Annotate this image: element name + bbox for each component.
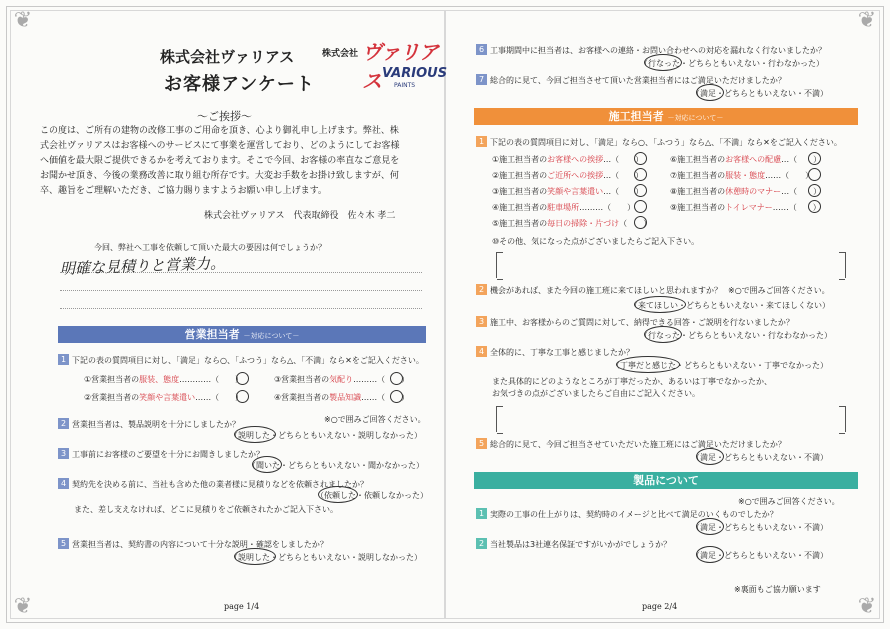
worker-item-9: ⑨施工担当者のトイレマナー……（ ） (670, 203, 821, 212)
answer-mark[interactable] (634, 184, 647, 197)
answer-mark[interactable] (616, 356, 680, 373)
sales-question-6: 6 工事期間中に担当者は、お客様への連絡・お問い合わせへの対応を漏れなく行ないましたか？ (476, 44, 826, 56)
sales-question-5: 5 営業担当者は、契約書の内容について十分な説明・確認をしましたか？ (58, 538, 328, 550)
answer-mark[interactable] (390, 390, 403, 403)
q3-options[interactable]: （聞いた・どちらともいえない・聞かなかった） (248, 461, 424, 470)
worker-question-4: 4 全体的に、丁寧な工事と感じましたか？ (476, 346, 634, 358)
worker-question-2: 2 機会があれば、また今回の施工班に来てほしいと思われますか？ ※○で囲みご回答ください。 (476, 284, 830, 296)
answer-mark[interactable] (634, 168, 647, 181)
worker-item-1: ①施工担当者のお客様への挨拶…（ ） (492, 155, 644, 164)
answer-mark[interactable] (234, 426, 276, 443)
comment-box[interactable] (496, 406, 846, 432)
answer-mark[interactable] (634, 216, 647, 229)
sales-question-1: 1 下記の表の質問項目に対し、「満足」なら○、「ふつう」なら△、「不満」なら✕をご記入ください。 (58, 354, 424, 366)
answer-mark[interactable] (696, 448, 724, 465)
product-question-1: 1 実際の工事の仕上がりは、契約時のイメージと比べて満足のいくものでしたか？ (476, 508, 778, 520)
answer-mark[interactable] (390, 372, 403, 385)
signature: 株式会社ヴァリアス 代表取締役 佐々木 孝二 (204, 211, 396, 221)
sales-question-4: 4 契約先を決める前に、当社も含めた他の業者様に見積りなどを依頼されましたか？ (58, 478, 368, 490)
circle-note: ※○で囲みご回答ください。 (324, 415, 426, 424)
product-banner: 製品について (474, 472, 858, 489)
worker-question-1: 1 下記の表の質問項目に対し、「満足」なら○、「ふつう」なら△、「不満」なら✕をご記入ください。 (476, 136, 842, 148)
survey-page-2 (452, 10, 878, 619)
q6-options[interactable]: （行なった・どちらともいえない・行わなかった） (640, 59, 824, 68)
w4-sub-2: お気づきの点がございましたらご自由にご記入ください。 (492, 389, 700, 398)
company-title: 株式会社ヴァリアス (160, 48, 295, 66)
worker-item-10: ⑩その他、気になった点がございましたらご記入下さい。 (492, 237, 700, 246)
answer-mark[interactable] (808, 152, 821, 165)
answer-line (60, 290, 422, 291)
sales-question-7: 7 総合的に見て、今回ご担当させて頂いた営業担当者にはご満足いただけましたか？ (476, 74, 786, 86)
w5-options[interactable]: （満足・どちらともいえない・不満） (692, 453, 828, 462)
answer-mark[interactable] (696, 518, 724, 535)
answer-mark[interactable] (236, 390, 249, 403)
p2-options[interactable]: （満足・どちらともいえない・不満） (692, 551, 828, 560)
page-number: page 1/4 (224, 602, 260, 611)
greeting-paragraph: この度は、ご所有の建物の改修工事のご用命を頂き、心より御礼申し上げます。弊社、株 式会社ヴァリアスはお客様へのサービスにて事業を運営しており、どのようにしてお客様 へ価値を最大限ご提供できるかを考えております。そこで今回、お客様の率直なご意見を お聞かせ頂き、今後の業務改善に取り組む所存です。大変お手数をお掛け致しますが、何 卒、趣旨をご理解いただき、ご協力賜りますようお願い申し上げます。 (40, 126, 400, 196)
survey-title: お客様アンケート (164, 74, 315, 95)
survey-page-1: 株式会社ヴァリアス お客様アンケート 株式会社 ヴァリアス VARIOUS PAINTS ～ご挨拶～ この度は、ご所有の建物の改修工事のご用命を頂き、心より御礼申し上げます。弊社、株 式会社ヴァリアスはお客様へのサービスにて事業を運営しており、どのようにしてお客様 へ価値を最大限ご提供できるかを考えております。そこで今回、お客様の率直なご意見を お聞かせ頂き、今後の業務改善に取り組む所存です。大変お手数をお掛け致しますが、何 卒、趣旨をご理解いただき、ご協力賜りますようお願い申し上げます。 株式会社ヴァリアス 代表取締役 佐々木 孝二 今回、弊社へ工事を依頼して頂いた最大の要因は何でしょうか？ 明確な見積りと営業力。 営業担当者 －対応について－ 1 下記の表の質問項目に対し、「満足」なら○、「ふつう」なら△、「不満」なら✕をご記入ください。 ①営業担当者の服装、態度…………（ ） ③営業担当者の気配り………（ ） ②営業担当者の笑顔や言葉遣い……（ ） ④営業担当者の製品知識……（ ） ※○で囲みご回答ください。 2 営業担当者は、製品説明を十分にしましたか？ （説明した・どちらともいえない・説明しなかった） 3 工事前にお客様のご要望を十分にお聞きしましたか？ （聞いた・どちらともいえない・聞かなかった） 4 契約先を決める前に、当社も含めた他の業者様に見積りなどを依頼されましたか？ （依頼した・依頼しなかった） また、差し支えなければ、どこに見積りをご依頼されたかご記入下さい。 5 営業担当者は、契約書の内容について十分な説明・確認をしましたか？ （説明した・どちらともいえない・説明しなかった） page 1/4 (40, 40, 448, 611)
sales-banner: 営業担当者 －対応について－ (58, 326, 426, 343)
answer-mark[interactable] (252, 456, 282, 473)
corner-ornament-icon: ❦ (13, 594, 33, 619)
w4-options[interactable]: （丁寧だと感じた・どちらともいえない・丁寧でなかった） (612, 361, 828, 370)
corner-ornament-icon: ❦ (857, 594, 877, 619)
handwritten-answer[interactable]: 明確な見積りと営業力。 (59, 254, 226, 278)
question-reason: 今回、弊社へ工事を依頼して頂いた最大の要因は何でしょうか？ (94, 243, 326, 252)
w4-sub-1: また具体的にどのようなところが丁寧だったか、あるいは丁寧でなかったか、 (492, 377, 772, 386)
worker-item-4: ④施工担当者の駐車場所………（ ） (492, 203, 636, 212)
answer-mark[interactable] (318, 486, 358, 503)
answer-mark[interactable] (634, 200, 647, 213)
q7-options[interactable]: （満足・どちらともいえない・不満） (692, 89, 828, 98)
p1-options[interactable]: （満足・どちらともいえない・不満） (692, 523, 828, 532)
product-question-2: 2 当社製品は3社連名保証ですがいかがでしょうか？ (476, 538, 671, 550)
w2-options[interactable]: （来てほしい・どちらともいえない・来てほしくない） (630, 301, 830, 310)
corner-ornament-icon: ❦ (13, 8, 33, 33)
worker-item-2: ②施工担当者のご近所への挨拶…（ ） (492, 171, 644, 180)
q2-options[interactable]: （説明した・どちらともいえない・説明しなかった） (230, 431, 422, 440)
answer-mark[interactable] (808, 200, 821, 213)
w3-options[interactable]: （行なった・どちらともいえない・行なわなかった） (640, 331, 832, 340)
answer-mark[interactable] (696, 546, 724, 563)
answer-mark[interactable] (644, 326, 682, 343)
answer-mark[interactable] (634, 296, 686, 313)
answer-mark[interactable] (696, 84, 724, 101)
worker-item-7: ⑦施工担当者の服装・態度……（ ） (670, 171, 814, 180)
worker-question-3: 3 施工中、お客様からのご質問に対して、納得できる回答・ご説明を行ないましたか？ (476, 316, 794, 328)
greeting-heading: ～ご挨拶～ (197, 110, 252, 123)
worker-item-8: ⑧施工担当者の休憩時のマナー…（ ） (670, 187, 822, 196)
answer-line (60, 308, 422, 309)
circle-note: ※○で囲みご回答ください。 (738, 497, 840, 506)
comment-box[interactable] (496, 252, 846, 278)
answer-mark[interactable] (808, 168, 821, 181)
worker-banner: 施工担当者 －対応について－ (474, 108, 858, 125)
sales-item-3: ③営業担当者の気配り………（ ） (274, 375, 410, 384)
sales-question-2: 2 営業担当者は、製品説明を十分にしましたか？ (58, 418, 240, 430)
back-note: ※裏面もご協力願います (734, 585, 821, 594)
sales-item-4: ④営業担当者の製品知識……（ ） (274, 393, 410, 402)
sales-item-2: ②営業担当者の笑顔や言葉遣い……（ ） (84, 393, 244, 402)
worker-question-5: 5 総合的に見て、今回ご担当させていただいた施工班にはご満足いただけましたか？ (476, 438, 786, 450)
worker-item-3: ③施工担当者の笑顔や言葉遣い…（ ） (492, 187, 644, 196)
center-divider (444, 10, 446, 619)
sales-question-3: 3 工事前にお客様のご要望を十分にお聞きしましたか？ (58, 448, 264, 460)
q5-options[interactable]: （説明した・どちらともいえない・説明しなかった） (230, 553, 422, 562)
answer-mark[interactable] (644, 54, 682, 71)
answer-mark[interactable] (634, 152, 647, 165)
answer-mark[interactable] (234, 548, 276, 565)
sales-item-1: ①営業担当者の服装、態度…………（ ） (84, 375, 244, 384)
q4-options[interactable]: （依頼した・依頼しなかった） (316, 491, 428, 500)
q4-sub: また、差し支えなければ、どこに見積りをご依頼されたかご記入下さい。 (74, 505, 338, 514)
page-number: page 2/4 (642, 602, 678, 611)
worker-item-5: ⑤施工担当者の毎日の掃除・片づけ（ ） (492, 219, 652, 228)
answer-mark[interactable] (236, 372, 249, 385)
corner-ornament-icon: ❦ (857, 8, 877, 33)
answer-mark[interactable] (808, 184, 821, 197)
worker-item-6: ⑥施工担当者のお客様への配慮…（ ） (670, 155, 822, 164)
